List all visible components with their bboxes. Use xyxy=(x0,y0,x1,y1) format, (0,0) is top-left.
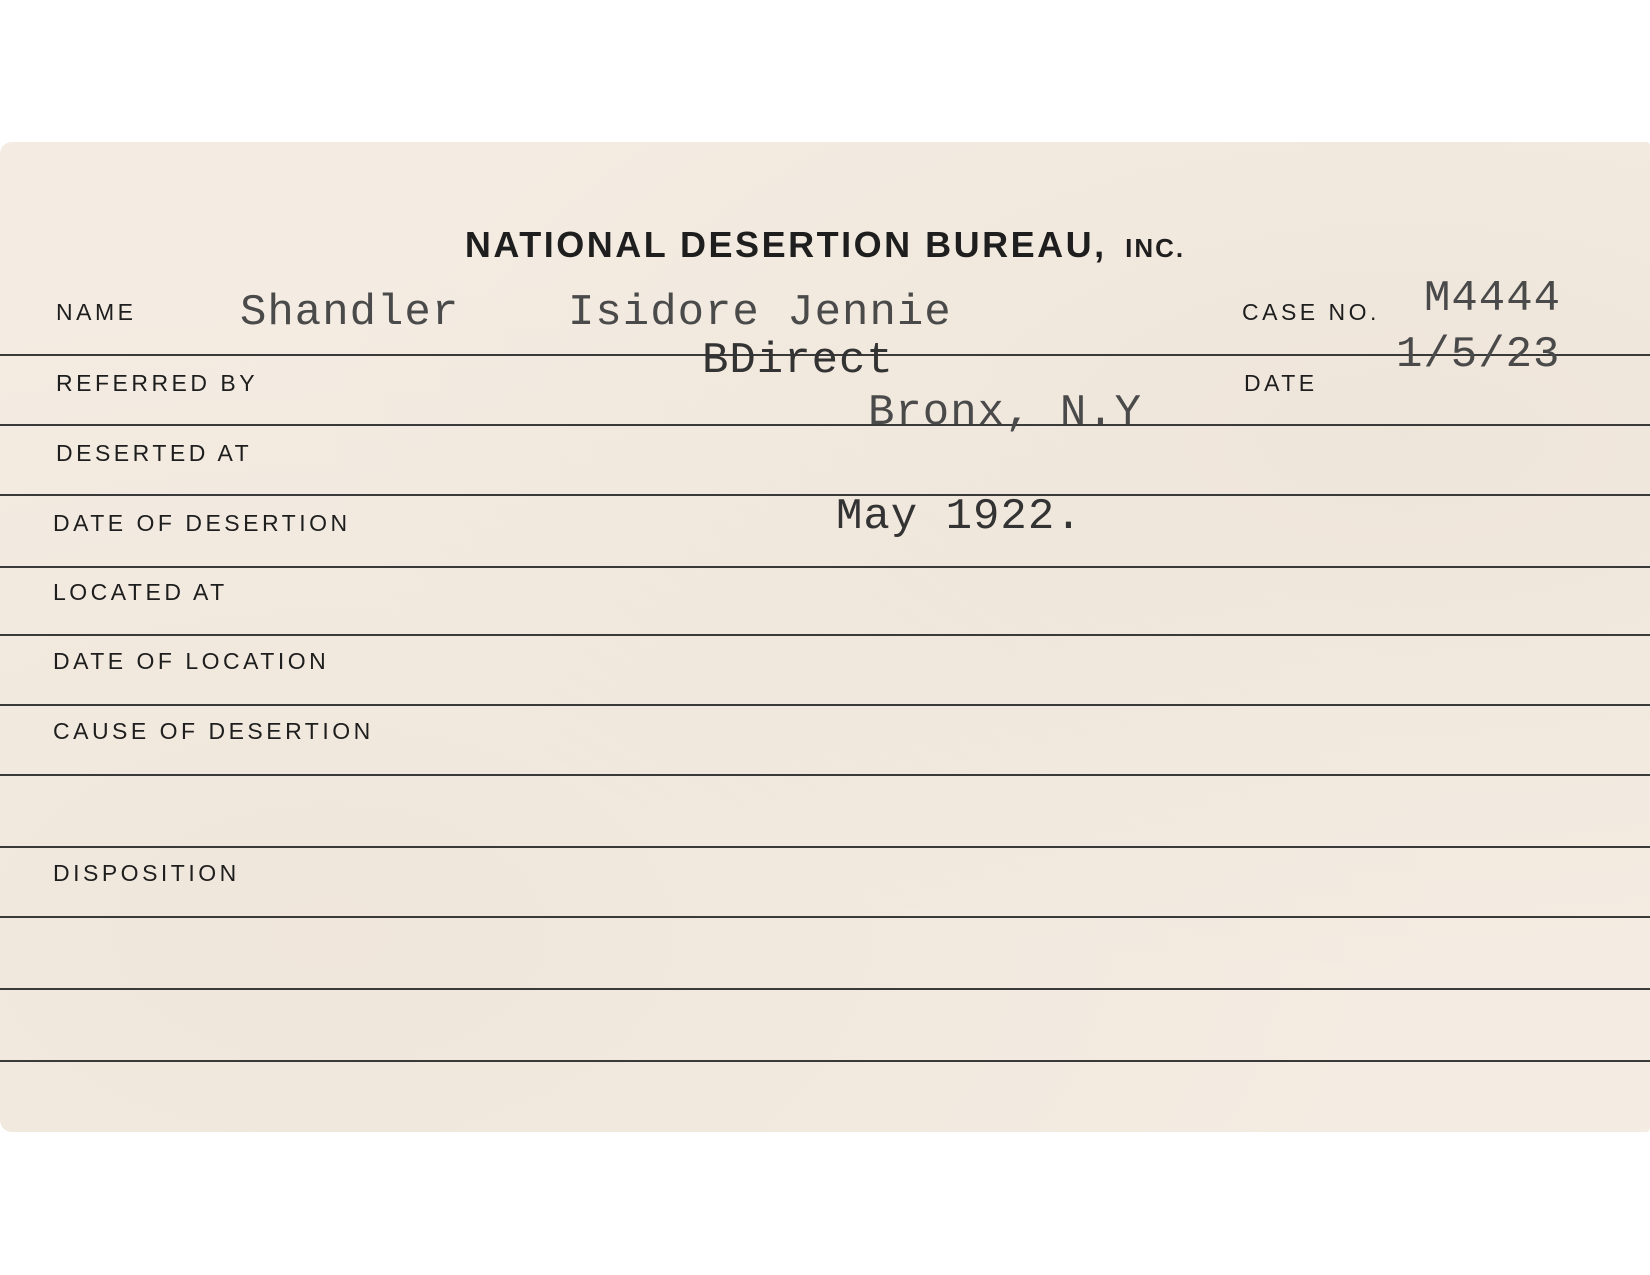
located-at-label: LOCATED AT xyxy=(53,579,228,605)
referred-by-label: REFERRED BY xyxy=(56,370,259,396)
surname-value: Shandler xyxy=(240,288,460,338)
case-no-value: M4444 xyxy=(1424,274,1562,324)
disposition-label: DISPOSITION xyxy=(53,860,240,886)
rule-cause-extra xyxy=(0,846,1650,848)
deserted-at-label: DESERTED AT xyxy=(56,440,253,466)
deserted-at-value: Bronx, N.Y xyxy=(868,388,1143,438)
referred-by-value: BDirect xyxy=(702,336,894,386)
rule-referred-by xyxy=(0,424,1650,426)
date-value: 1/5/23 xyxy=(1396,330,1561,380)
rule-located-at xyxy=(0,634,1650,636)
case-card xyxy=(0,142,1650,1132)
date-of-location-label: DATE OF LOCATION xyxy=(53,648,330,674)
case-no-label: CASE NO. xyxy=(1242,299,1380,325)
rule-date-of-location xyxy=(0,704,1650,706)
date-of-desertion-label: DATE OF DESERTION xyxy=(53,510,351,536)
rule-disposition xyxy=(0,916,1650,918)
given-names-value: Isidore Jennie xyxy=(568,288,952,338)
rule-cause-of-desertion xyxy=(0,774,1650,776)
cause-of-desertion-label: CAUSE OF DESERTION xyxy=(53,718,374,744)
date-of-desertion-value: May 1922. xyxy=(836,492,1083,542)
date-label: DATE xyxy=(1244,370,1318,396)
card-title xyxy=(0,224,1650,266)
title-text: NATIONAL DESERTION BUREAU, xyxy=(464,224,1107,265)
rule-disposition-extra-2 xyxy=(0,1060,1650,1062)
title-suffix: INC. xyxy=(1125,233,1186,263)
rule-disposition-extra-1 xyxy=(0,988,1650,990)
rule-deserted-at xyxy=(0,494,1650,496)
name-label: NAME xyxy=(56,299,137,325)
rule-date-of-desertion xyxy=(0,566,1650,568)
